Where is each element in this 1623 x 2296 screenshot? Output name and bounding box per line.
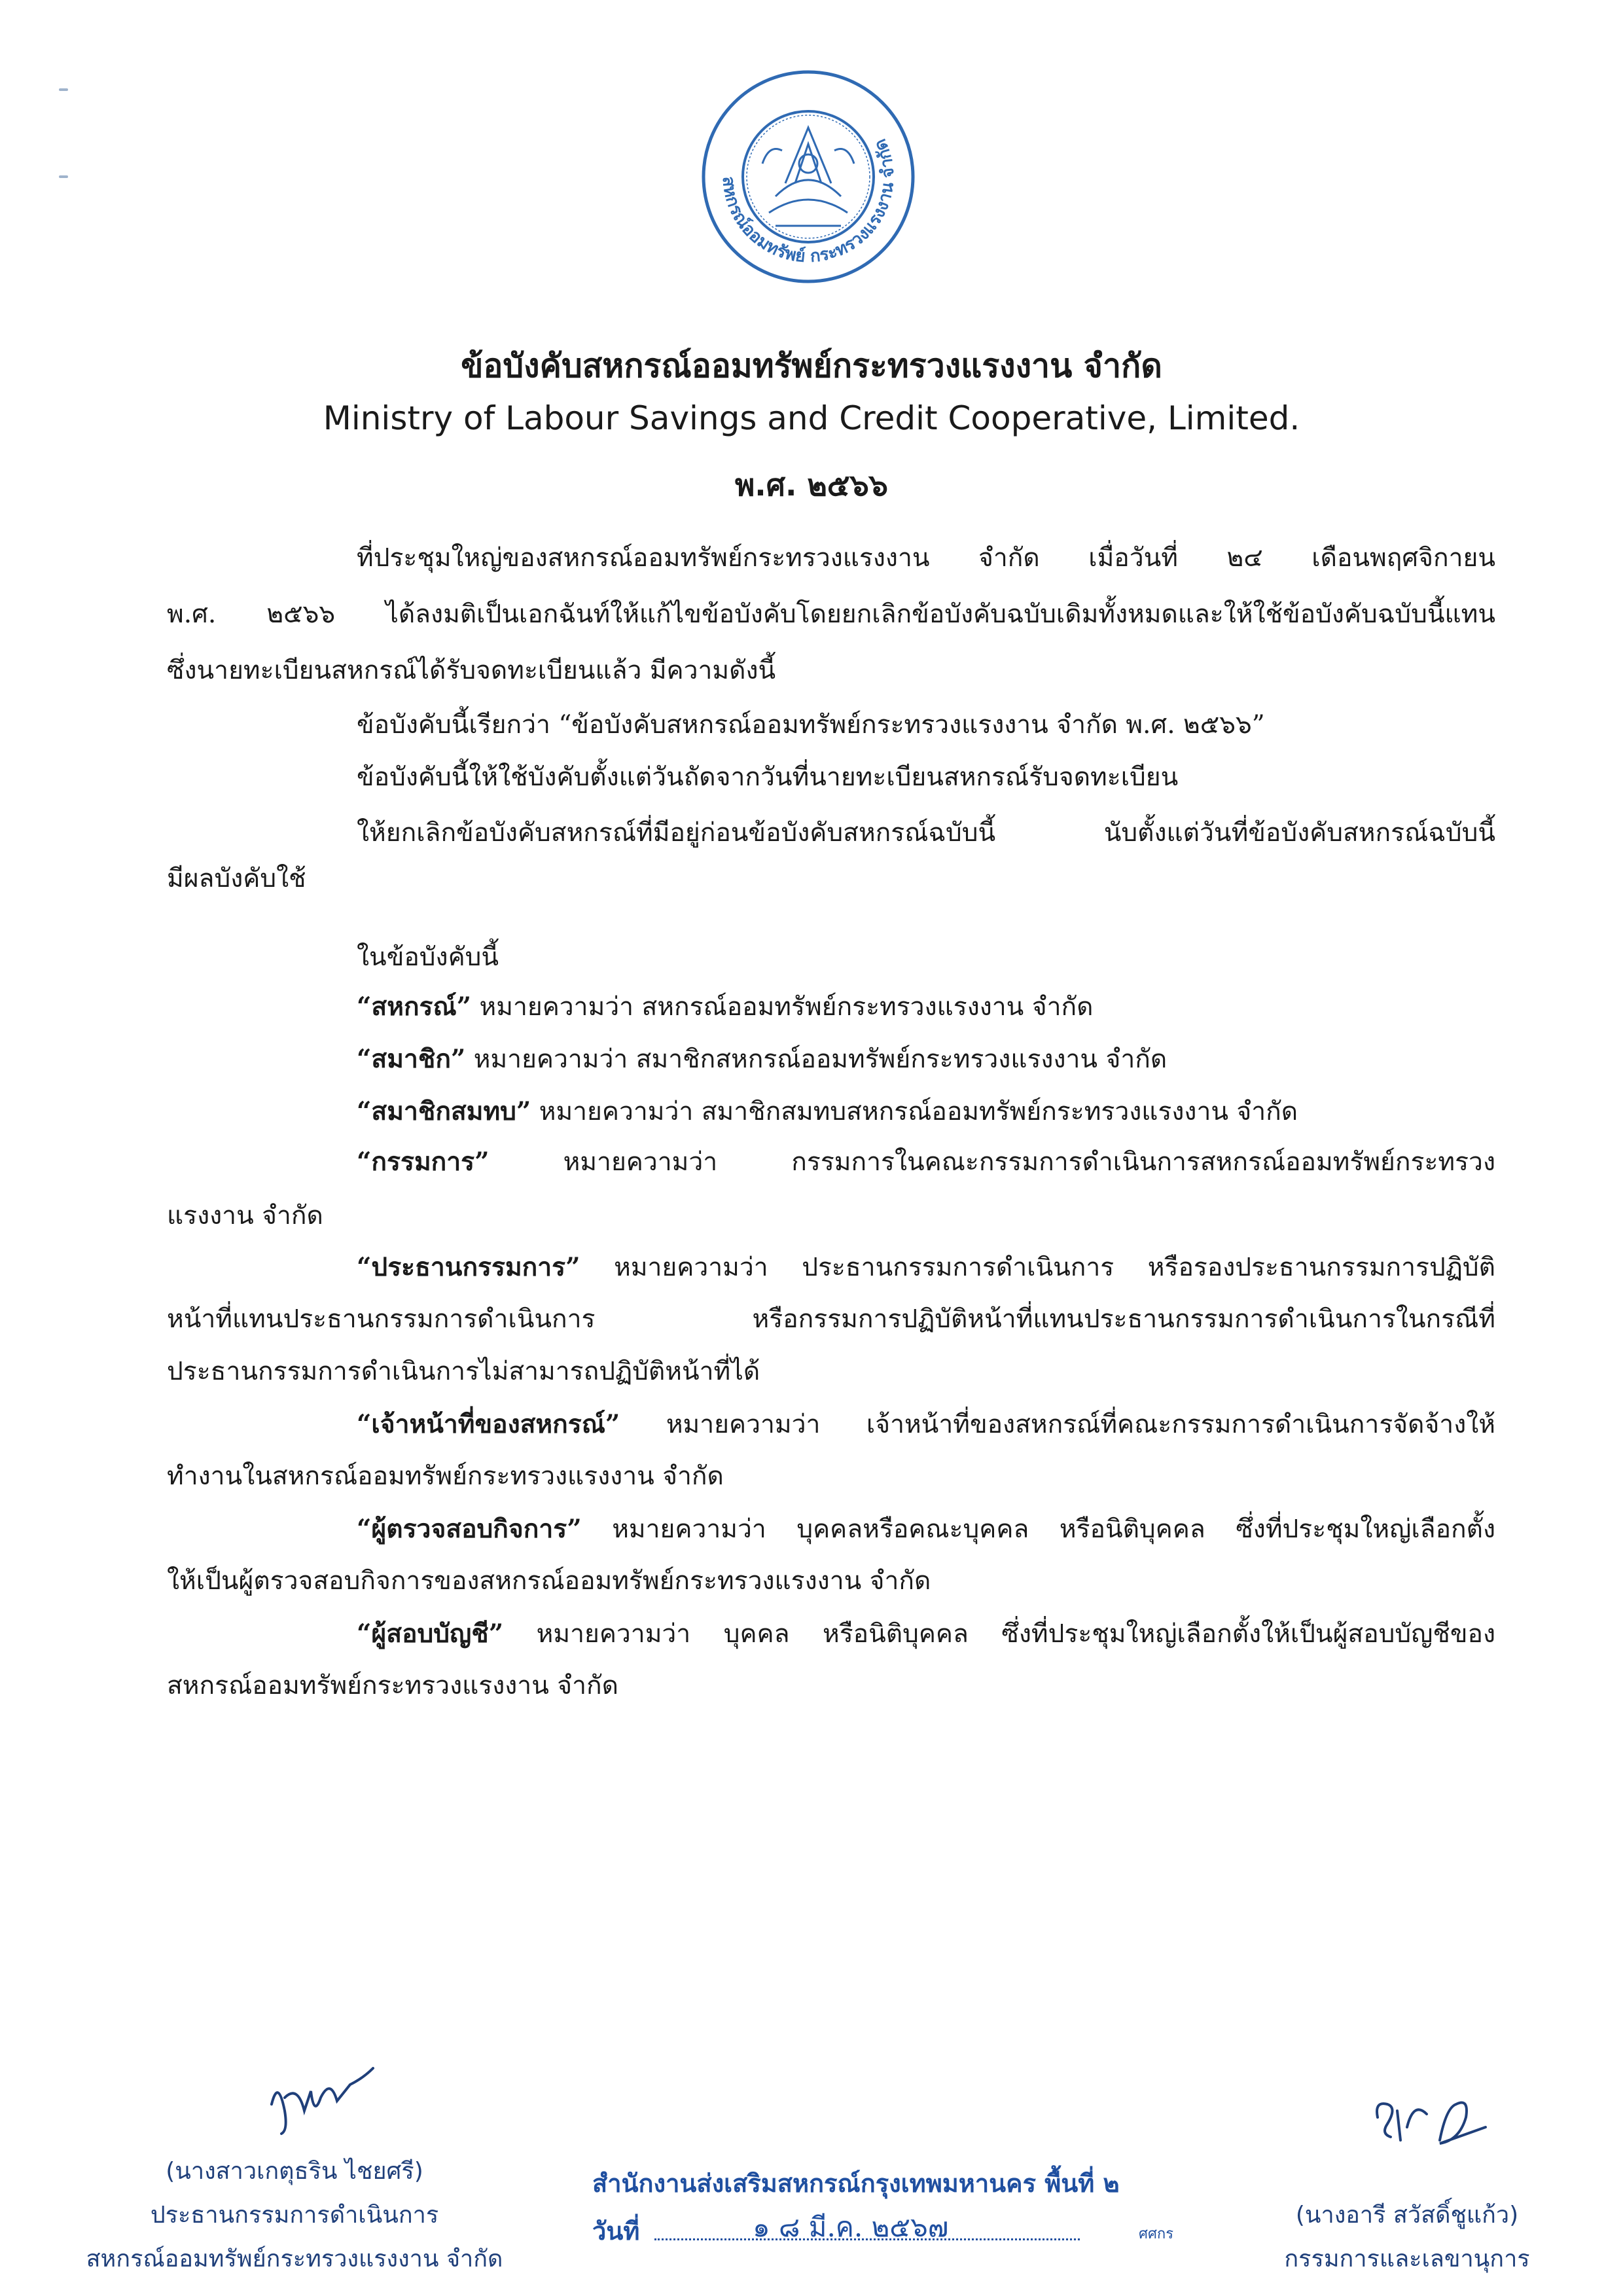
scan-mark [59,175,68,178]
scan-mark [59,88,68,91]
definition-term: “สมาชิก” [357,1044,466,1074]
document-year: พ.ศ. ๒๕๖๖ [734,467,889,503]
chairman-organization: สหกรณ์ออมทรัพย์กระทรวงแรงงาน จำกัด [86,2246,503,2272]
document-title-english: Ministry of Labour Savings and Credit Cooperative, Limited. [323,399,1300,437]
definition-text: หมายความว่า กรรมการในคณะกรรมการดำเนินการสหกรณ์ออมทรัพย์กระทรวง [489,1147,1495,1177]
document-title-thai: ข้อบังคับสหกรณ์ออมทรัพย์กระทรวงแรงงาน จำกัด [461,347,1162,385]
definition-inspector [357,1514,1495,1545]
paragraph-1-line-3: ซึ่งนายทะเบียนสหกรณ์ได้รับจดทะเบียนแล้ว มีความดังนี้ [167,656,776,685]
paragraph-4-line-1: ให้ยกเลิกข้อบังคับสหกรณ์ที่มีอยู่ก่อนข้อบังคับสหกรณ์ฉบับนี้ นับตั้งแต่วันที่ข้อบังคับสหกรณ์ฉบับนี้ [357,818,1495,848]
definition-cooperative [357,992,1093,1023]
definition-term: “กรรมการ” [357,1147,490,1177]
definition-staff [357,1409,1495,1441]
definition-text: หมายความว่า ประธานกรรมการดำเนินการ หรือรองประธานกรรมการปฏิบัติ [580,1253,1495,1282]
paragraph-2: ข้อบังคับนี้เรียกว่า “ข้อบังคับสหกรณ์ออมทรัพย์กระทรวงแรงงาน จำกัด พ.ศ. ๒๕๖๖” [357,710,1265,740]
chairman-role: ประธานกรรมการดำเนินการ [150,2202,439,2229]
definition-text: หมายความว่า สมาชิกสมทบสหกรณ์ออมทรัพย์กระทรวงแรงงาน จำกัด [531,1097,1298,1126]
definition-chairman-line-2: หน้าที่แทนประธานกรรมการดำเนินการ หรือกรรมการปฏิบัติหน้าที่แทนประธานกรรมการดำเนินการในกรณีที่ [167,1304,1495,1334]
definition-auditor-line-2: สหกรณ์ออมทรัพย์กระทรวงแรงงาน จำกัด [167,1671,618,1700]
secretary-role: กรรมการและเลขานุการ [1284,2246,1530,2272]
paragraph-4-line-2: มีผลบังคับใช้ [167,864,306,893]
definition-inspector-line-2: ให้เป็นผู้ตรวจสอบกิจการของสหกรณ์ออมทรัพย์กระทรวงแรงงาน จำกัด [167,1566,931,1596]
definition-text: หมายความว่า บุคคลหรือคณะบุคคล หรือนิติบุคคล ซึ่งที่ประชุมใหญ่เลือกตั้ง [581,1515,1495,1544]
paragraph-1-line-1: ที่ประชุมใหญ่ของสหกรณ์ออมทรัพย์กระทรวงแรงงาน จำกัด เมื่อวันที่ ๒๔ เดือนพฤศจิกายน [357,543,1495,573]
definition-term: “ประธานกรรมการ” [357,1252,580,1282]
definition-term: “ผู้ตรวจสอบกิจการ” [357,1514,582,1544]
definition-chairman-line-3: ประธานกรรมการดำเนินการไม่สามารถปฏิบัติหน้าที่ได้ [167,1357,760,1386]
paragraph-3: ข้อบังคับนี้ให้ใช้บังคับตั้งแต่วันถัดจากวันที่นายทะเบียนสหกรณ์รับจดทะเบียน [357,762,1179,792]
registration-office: สำนักงานส่งเสริมสหกรณ์กรุงเทพมหานคร พื้นที่ ๒ [592,2169,1120,2198]
definition-director-line-2: แรงงาน จำกัด [167,1201,323,1230]
definition-member [357,1044,1167,1075]
chairman-name: (นางสาวเกตุธริน ไชยศรี) [166,2158,423,2185]
definition-text: หมายความว่า สมาชิกสหกรณ์ออมทรัพย์กระทรวงแรงงาน จำกัด [465,1045,1168,1074]
seal-ring-text: สหกรณ์ออมทรัพย์ กระทรวงแรงงาน จำกัด [718,135,899,267]
definition-associate-member [357,1096,1298,1128]
registration-date-value: ๑ ๘ มี.ค. ๒๕๖๗ [753,2211,949,2243]
definition-term: “เจ้าหน้าที่ของสหกรณ์” [357,1409,620,1439]
registration-date-label: วันที่ [592,2217,640,2246]
registration-initials: ศศกร [1139,2226,1174,2242]
definition-term: “สมาชิกสมทบ” [357,1096,531,1126]
definition-chairman [357,1252,1495,1283]
definition-term: “สหกรณ์” [357,992,472,1022]
definition-text: หมายความว่า เจ้าหน้าที่ของสหกรณ์ที่คณะกรรมการดำเนินการจัดจ้างให้ [620,1410,1495,1439]
secretary-signature-icon [1361,2088,1492,2153]
definition-text: หมายความว่า สหกรณ์ออมทรัพย์กระทรวงแรงงาน จำกัด [471,992,1094,1022]
definition-staff-line-2: ทำงานในสหกรณ์ออมทรัพย์กระทรวงแรงงาน จำกัด [167,1462,724,1491]
paragraph-5: ในข้อบังคับนี้ [357,942,499,972]
chairman-signature-icon [259,2065,383,2137]
definition-term: “ผู้สอบบัญชี” [357,1619,504,1649]
definition-director [357,1147,1495,1178]
cooperative-seal-icon [697,65,919,288]
definition-auditor [357,1619,1495,1650]
paragraph-1-line-2: พ.ศ. ๒๕๖๖ ได้ลงมติเป็นเอกฉันท์ให้แก้ไขข้อบังคับโดยยกเลิกข้อบังคับฉบับเดิมทั้งหมดและให้ใช้ข้อบังคับฉบับนี้แทน [167,600,1495,629]
definition-text: หมายความว่า บุคคล หรือนิติบุคคล ซึ่งที่ประชุมใหญ่เลือกตั้งให้เป็นผู้สอบบัญชีของ [503,1619,1495,1649]
secretary-name: (นางอารี สวัสดิ์ชูแก้ว) [1295,2202,1519,2229]
